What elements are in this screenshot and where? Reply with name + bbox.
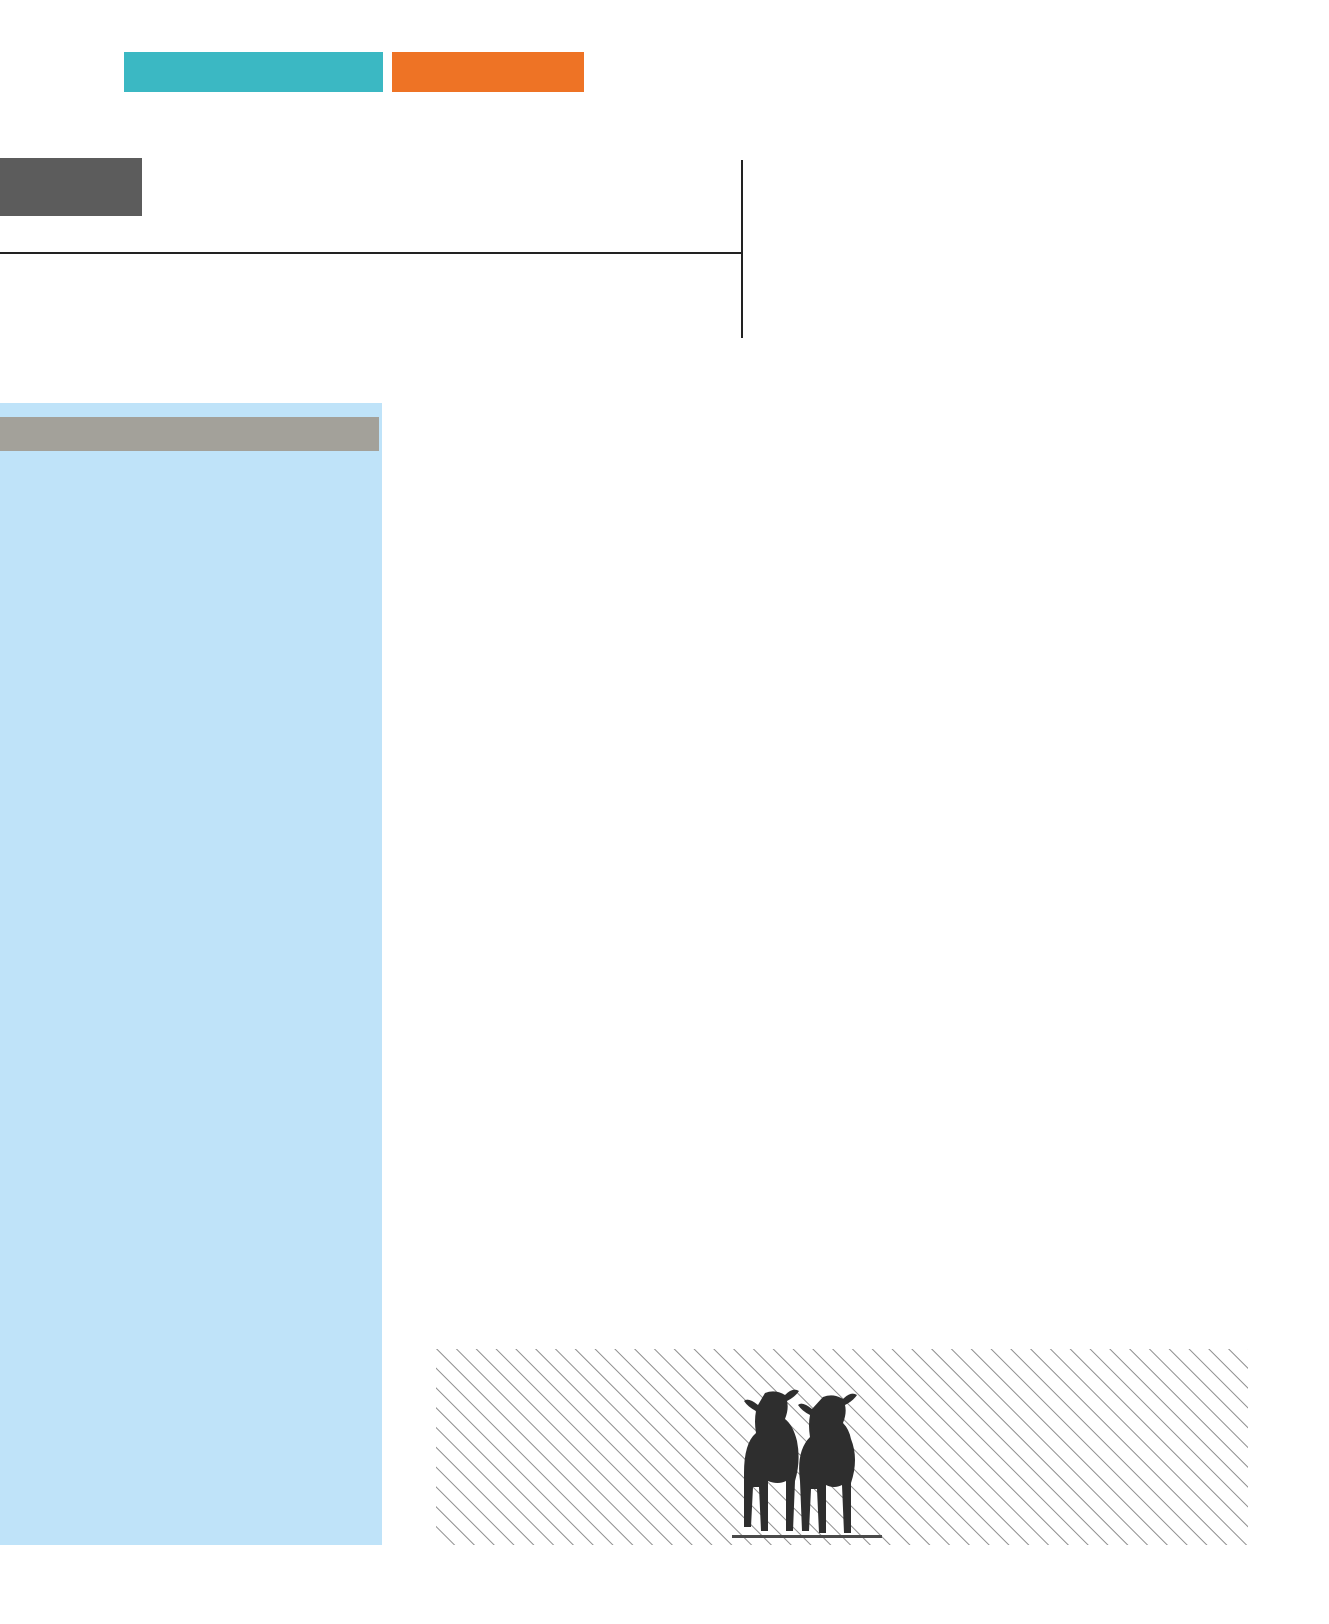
participants-header bbox=[0, 417, 379, 451]
angus-cattle-illustration bbox=[436, 1349, 1248, 1545]
right-column bbox=[851, 409, 1271, 435]
title-divider bbox=[0, 252, 742, 254]
circuit-tag bbox=[124, 52, 383, 92]
region-tag bbox=[392, 52, 584, 92]
pedigree-column bbox=[419, 402, 819, 424]
participants-sidebar bbox=[0, 403, 382, 1545]
diamond-chain-divider bbox=[390, 403, 408, 1545]
title-accent-bar bbox=[0, 158, 142, 216]
header-vertical-divider bbox=[741, 160, 743, 338]
